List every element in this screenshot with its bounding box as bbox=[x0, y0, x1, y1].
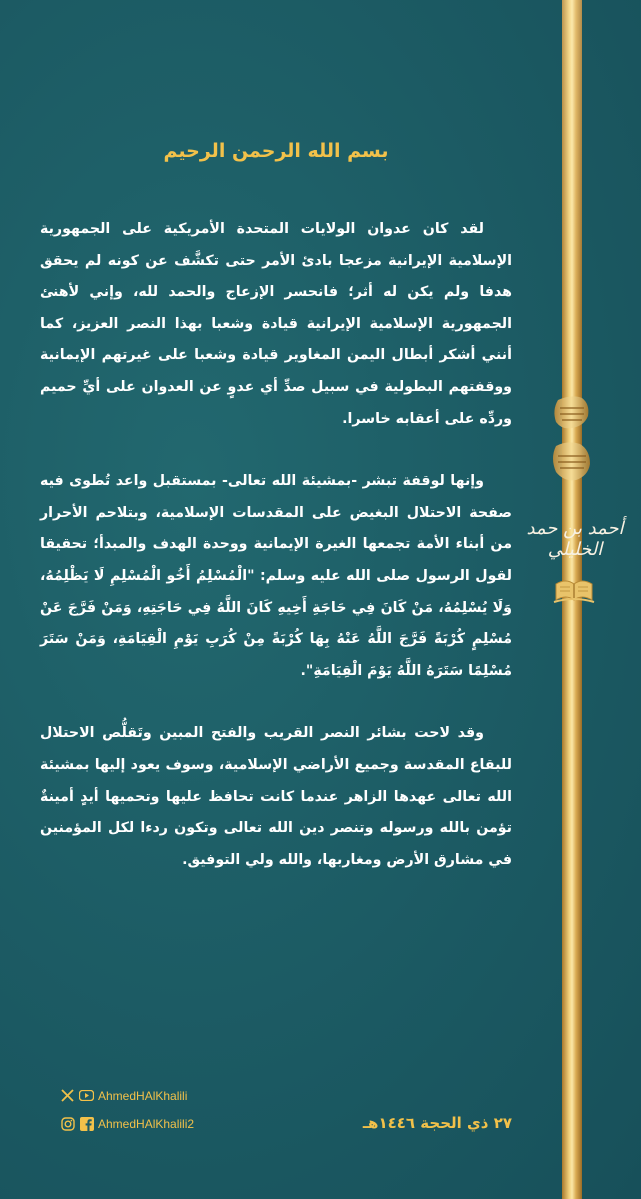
date-hijri: ٢٧ ذي الحجة ١٤٤٦هـ bbox=[362, 1114, 512, 1132]
youtube-icon[interactable] bbox=[79, 1088, 94, 1103]
paragraph-2: وإنها لوقفة تبشر -بمشيئة الله تعالى- بمستقبل واعد تُطوى فيه صفحة الاحتلال البغيض على المقدسات الإسلامية، وبتلاحم الأحرار من أبناء الأمة تجمعها الغيرة الإيمانية ووحدة الهدف والمبدأ؛ تحقيقا لقول الرسول صلى الله عليه وسلم: "الْمُسْلِمُ أَخُو الْمُسْلِمِ لَا يَظْلِمُهُ، وَلَا يُسْلِمُهُ، مَنْ كَانَ فِي حَاجَةِ أَخِيهِ كَانَ اللَّهُ فِي حَاجَتِهِ، وَمَنْ فَرَّجَ عَنْ مُسْلِمٍ كُرْبَةً فَرَّجَ اللَّهُ عَنْهُ بِهَا كُرْبَةً مِنْ كُرَبِ يَوْمِ الْقِيَامَةِ، وَمَنْ سَتَرَ مُسْلِمًا سَتَرَهُ اللَّهُ يَوْمَ الْقِيَامَةِ". bbox=[40, 473, 512, 679]
social-row-x-youtube bbox=[60, 1088, 187, 1103]
hands-holding-rope-icon bbox=[548, 380, 596, 510]
paragraph-1: لقد كان عدوان الولايات المتحدة الأمريكية على الجمهورية الإسلامية الإيرانية مزعجا بادئ الأمر حتى تكشَّف عن كونه لم يحقق هدفا ولم يكن له أثر؛ فانحسر الإزعاج والحمد لله، وإني لأهنئ الجمهورية الإسلامية الإيرانية قيادة وشعبا بهذا النصر العزيز، كما أنني أشكر أبطال اليمن المغاوير قيادة وشعبا على غيرتهم الإيمانية ووقفتهم البطولية في سبيل صدِّ أي عدوٍ عن العدوان على أيِّ حميم وردِّه على أعقابه خاسرا. bbox=[40, 221, 512, 427]
social-row-instagram-facebook bbox=[60, 1116, 194, 1131]
letter-content bbox=[40, 140, 512, 907]
x-icon[interactable] bbox=[60, 1088, 75, 1103]
handle-x-youtube[interactable]: AhmedHAlKhalili bbox=[98, 1088, 188, 1103]
open-book-icon bbox=[552, 570, 596, 610]
facebook-icon[interactable] bbox=[79, 1116, 94, 1131]
handle-instagram-facebook[interactable]: AhmedHAlKhalili2 bbox=[98, 1116, 195, 1131]
footer bbox=[40, 1088, 512, 1148]
signature: أحمد بن حمد الخليلي bbox=[526, 518, 624, 560]
paragraph-3: وقد لاحت بشائر النصر القريب والفتح المبين وتَقلُّص الاحتلال للبقاع المقدسة وجميع الأراضي الإسلامية، وسوف يعود إليها بمشيئة الله تعالى عهدها الزاهر عندما كانت تحافظ عليها وتحميها أيدٍ أمينةٌ تؤمن بالله ورسوله وتنصر دين الله تعالى وتكون ردءا لكل المؤمنين في مشارق الأرض ومغاربها، والله ولي التوفيق. bbox=[40, 725, 512, 868]
instagram-icon[interactable] bbox=[60, 1116, 75, 1131]
basmala-heading: بسم الله الرحمن الرحيم bbox=[163, 140, 389, 162]
rope-highlight bbox=[562, 0, 582, 400]
